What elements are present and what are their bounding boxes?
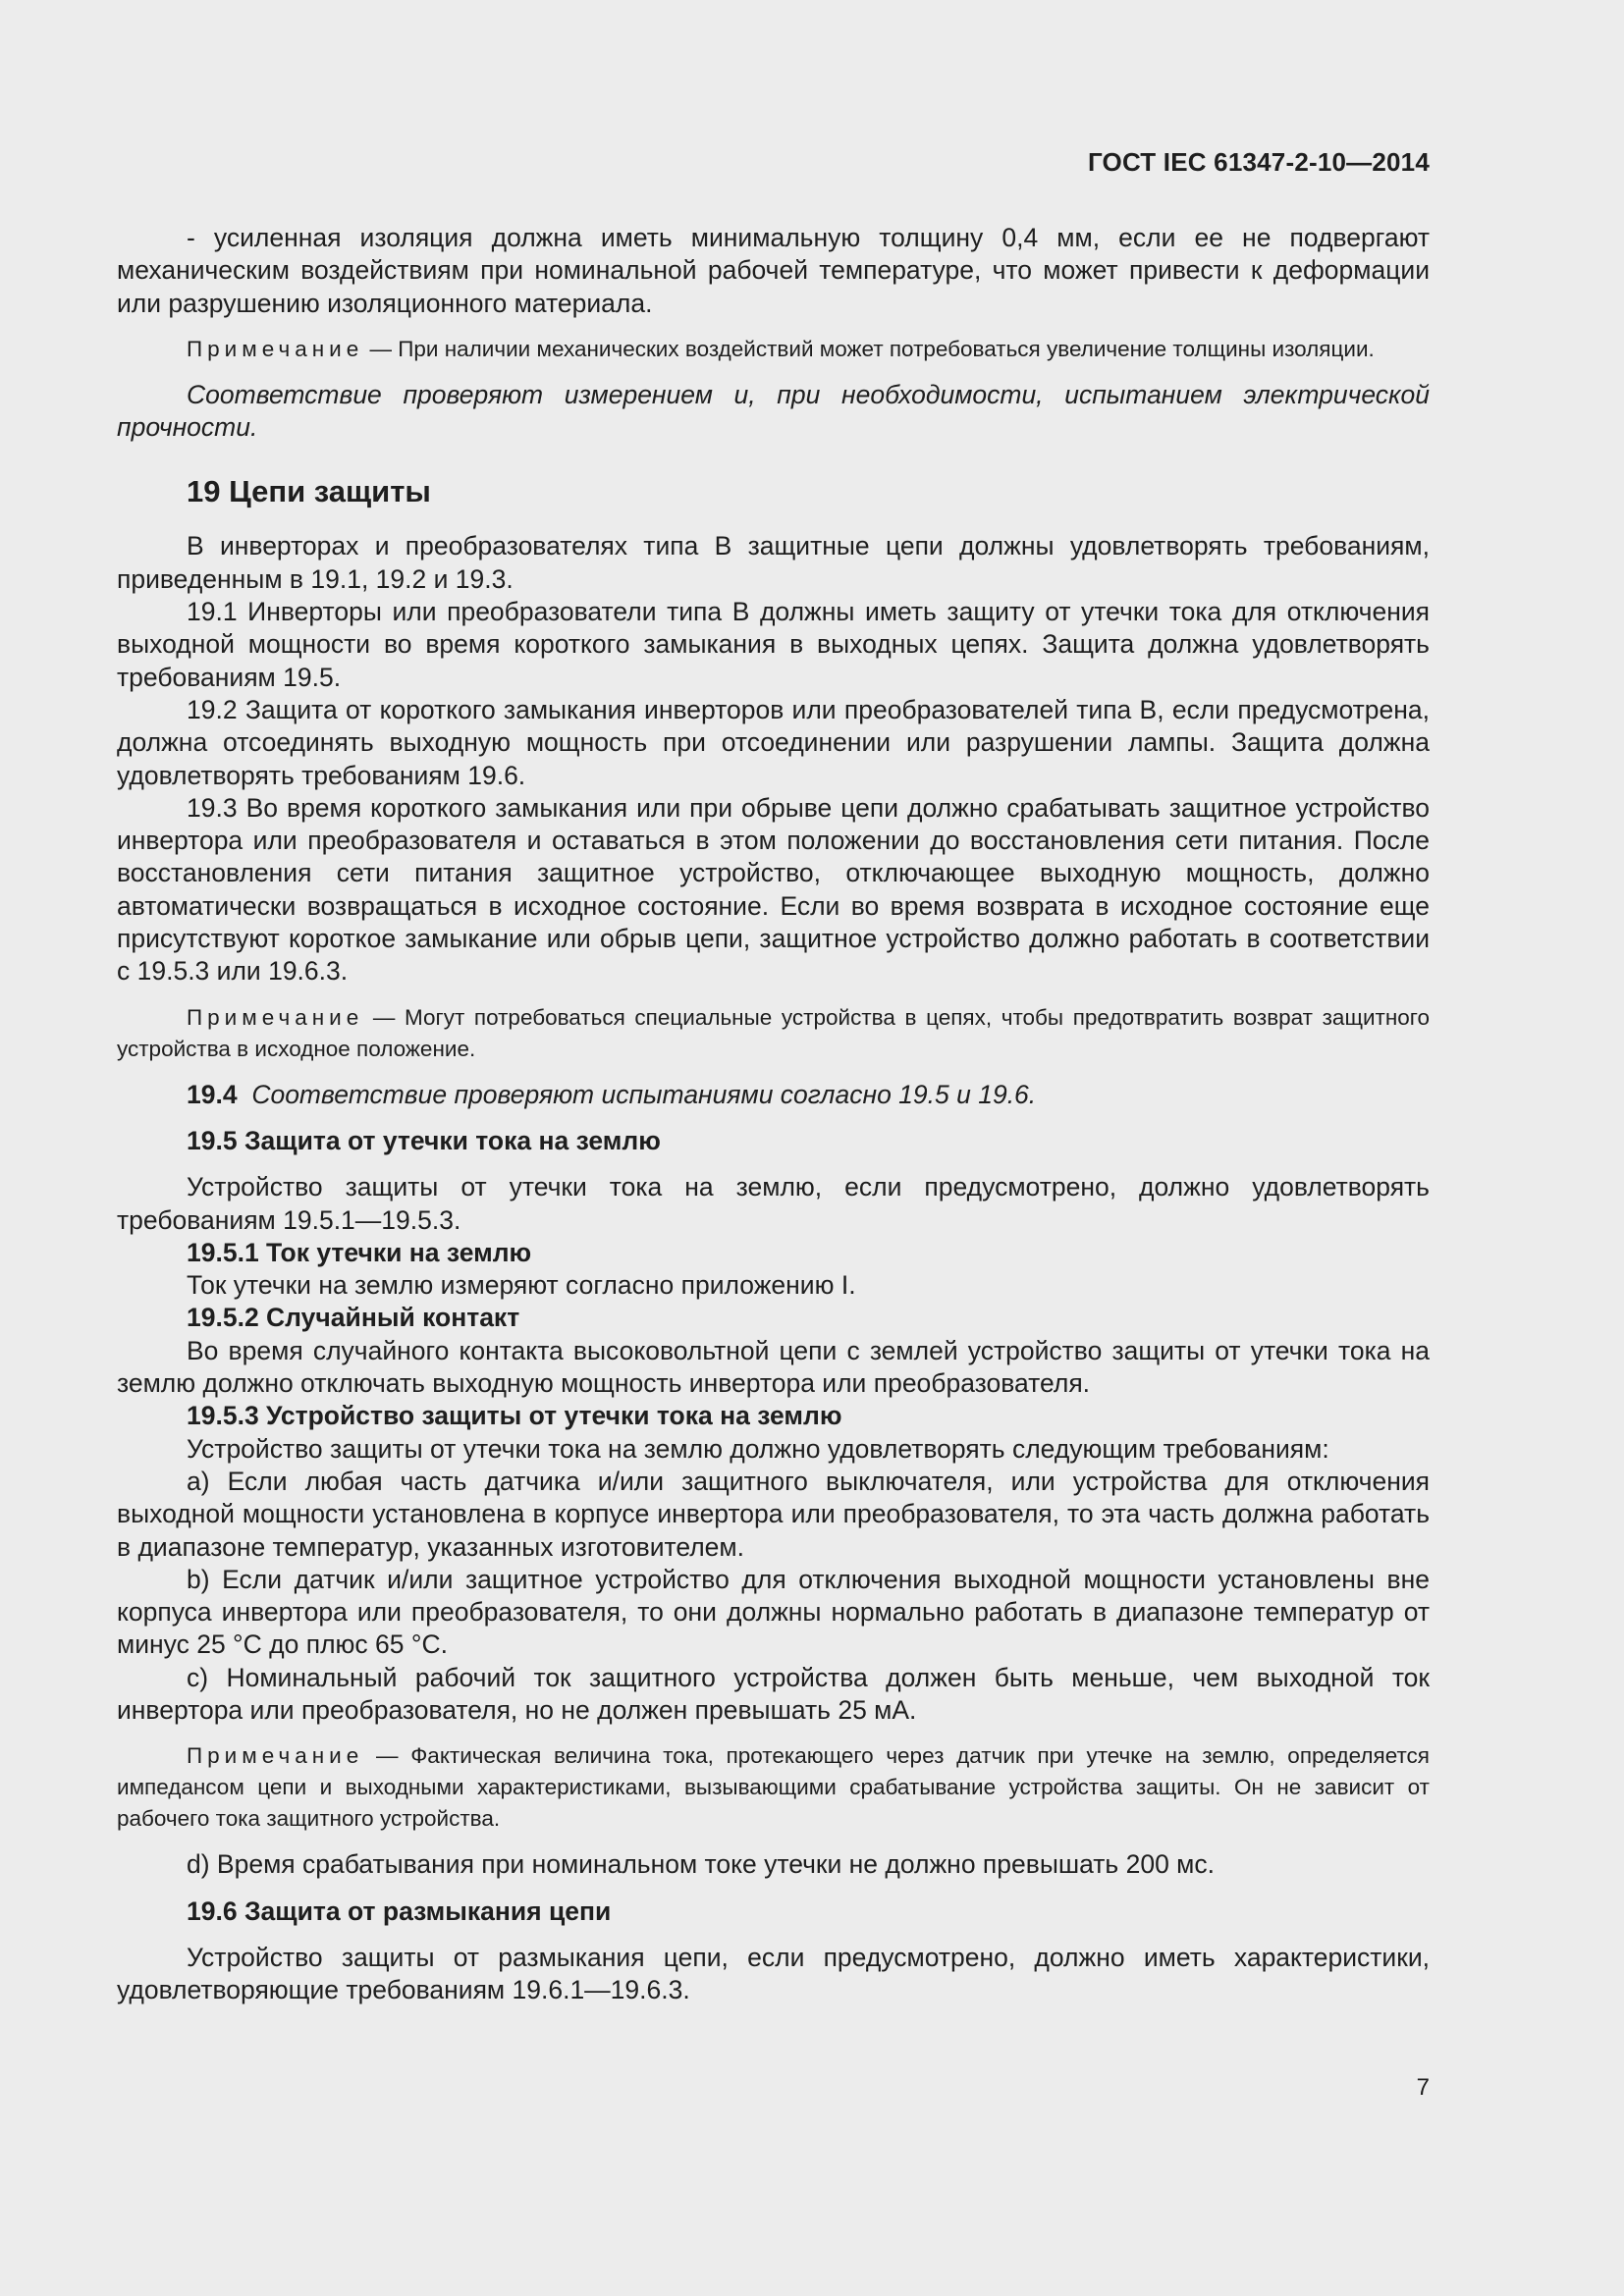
clause-19-4: [117, 1079, 1430, 1111]
clause-19-5-2-heading: 19.5.2 Случайный контакт: [187, 1303, 520, 1333]
note-protective-device: [117, 1002, 1430, 1065]
section-19-heading: 19 Цепи защиты: [187, 474, 431, 509]
clause-19-5-heading: 19.5 Защита от утечки тока на землю: [187, 1125, 661, 1155]
compliance-insulation: Соответствие проверяют измерением и, при необходимости, испытанием электрической прочности.: [117, 379, 1430, 443]
clause-19-2: 19.2 Защита от короткого замыкания инверторов или преобразователей типа В, если предусмотрена, должна отсоединять выходную мощность при отсоединении или разрушении лампы. Защита должна удовлетворять требованиям 19.6.: [117, 694, 1430, 790]
note-insulation: [117, 334, 1430, 365]
clause-19-5-1-heading: 19.5.1 Ток утечки на землю: [187, 1237, 532, 1267]
note-text: — Фактическая величина тока, протекающего через датчик при утечке на землю, определяется импедансом цепи и выходными характеристиками, вызывающими срабатывание устройства защиты. Он не зависит от рабочего тока защитного устройства.: [117, 1743, 1430, 1832]
list-item-c: c) Номинальный рабочий ток защитного устройства должен быть меньше, чем выходной ток инвертора или преобразователя, но не должен превышать 25 мА.: [117, 1662, 1430, 1725]
note-label: Примечание: [187, 336, 364, 361]
section-19-intro: В инверторах и преобразователях типа В защитные цепи должны удовлетворять требованиям, приведенным в 19.1, 19.2 и 19.3.: [117, 531, 1430, 594]
note-text: — Могут потребоваться специальные устройства в цепях, чтобы предотвратить возврат защитного устройства в исходное положение.: [117, 1004, 1430, 1061]
clause-19-5-3-heading: 19.5.3 Устройство защиты от утечки тока на землю: [187, 1401, 842, 1431]
note-leakage-current: [117, 1740, 1430, 1835]
list-item-a: a) Если любая часть датчика и/или защитного выключателя, или устройства для отключения выходной мощности установлена в корпусе инвертора или преобразователя, то эта часть должна работать в диапазоне температур, указанных изготовителем.: [117, 1466, 1430, 1562]
clause-19-3: 19.3 Во время короткого замыкания или при обрыве цепи должно срабатывать защитное устройство инвертора или преобразователя и оставаться в этом положении до восстановления сети питания. После восстановления сети питания защитное устройство, отключающее выходную мощность, должно автоматически возвращаться в исходное состояние. Если во время возврата в исходное состояние еще присутствуют короткое замыкание или обрыв цепи, защитное устройство должно работать в соответствии с 19.5.3 или 19.6.3.: [117, 792, 1430, 987]
list-item-b: b) Если датчик и/или защитное устройство для отключения выходной мощности установлены вне корпуса инвертора или преобразователя, то они должны нормально работать в диапазоне температур от минус 25 °C до плюс 65 °C.: [117, 1564, 1430, 1660]
page-content: [117, 222, 1430, 2006]
clause-19-1: 19.1 Инверторы или преобразователи типа В должны иметь защиту от утечки тока для отключения выходной мощности во время короткого замыкания в выходных цепях. Защита должна удовлетворять требованиям 19.5.: [117, 597, 1430, 692]
clause-19-6-heading: 19.6 Защита от размыкания цепи: [187, 1896, 612, 1926]
bullet-item-insulation: - усиленная изоляция должна иметь минимальную толщину 0,4 мм, если ее не подвергают механическим воздействиям при номинальной рабочей температуре, что может привести к деформации или разрушению изоляционного материала.: [117, 223, 1430, 318]
list-item-d: d) Время срабатывания при номинальном токе утечки не должно превышать 200 мс.: [187, 1849, 1215, 1880]
clause-19-5-1-text: Ток утечки на землю измеряют согласно приложению I.: [187, 1270, 856, 1301]
document-code-header: ГОСТ IEC 61347-2-10—2014: [1087, 147, 1430, 177]
page-number: 7: [1416, 2074, 1430, 2101]
note-label: Примечание: [187, 1004, 364, 1030]
clause-19-5-2-text: Во время случайного контакта высоковольтной цепи с землей устройство защиты от утечки тока на землю должно отключать выходную мощность инвертора или преобразователя.: [117, 1335, 1430, 1399]
clause-19-4-number: 19.4: [187, 1079, 238, 1109]
clause-19-6-text: Устройство защиты от размыкания цепи, если предусмотрено, должно иметь характеристики, удовлетворяющие требованиям 19.6.1—19.6.3.: [117, 1942, 1430, 2005]
clause-19-5-3-text: Устройство защиты от утечки тока на землю должно удовлетворять следующим требованиям:: [187, 1433, 1329, 1464]
clause-19-5-text: Устройство защиты от утечки тока на землю, если предусмотрено, должно удовлетворять требованиям 19.5.1—19.5.3.: [117, 1172, 1430, 1235]
note-text: — При наличии механических воздействий может потребоваться увеличение толщины изоляции.: [363, 336, 1375, 361]
note-label: Примечание: [187, 1743, 364, 1769]
clause-19-4-text: Соответствие проверяют испытаниями согласно 19.5 и 19.6.: [251, 1079, 1037, 1109]
